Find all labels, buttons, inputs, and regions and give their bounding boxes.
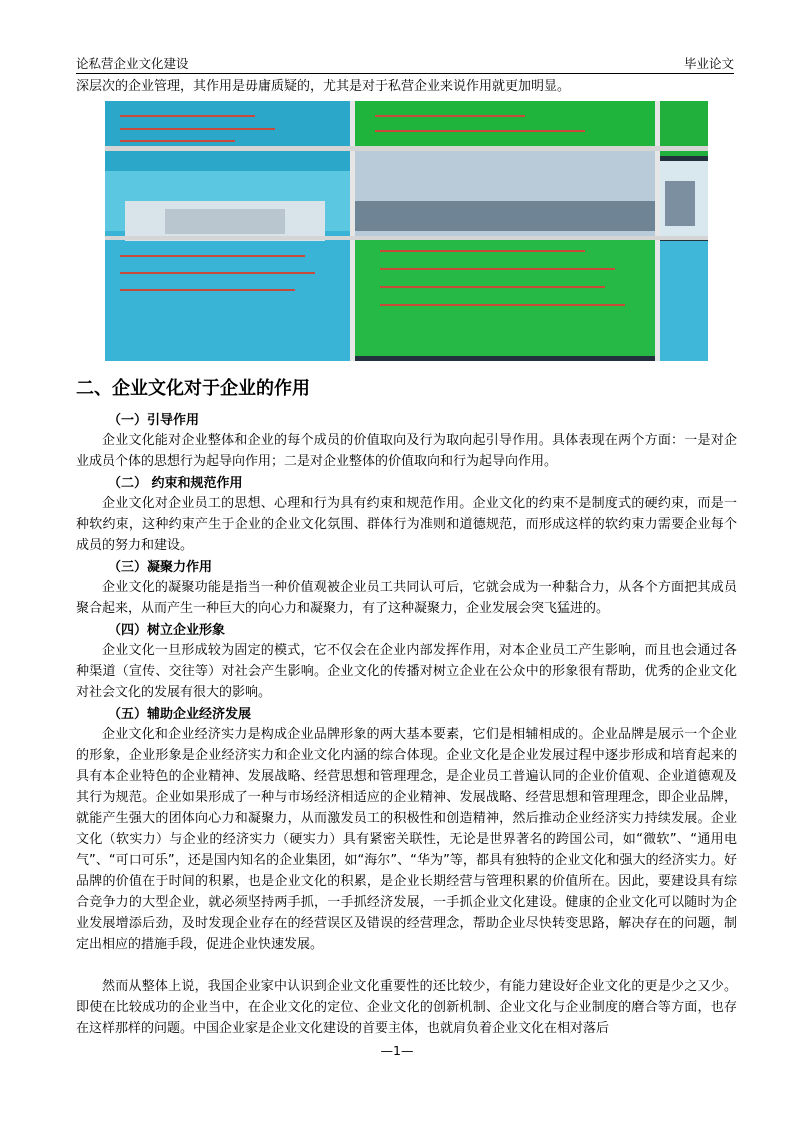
subsection-heading: （二） 约束和规范作用 — [108, 476, 243, 491]
culture-wall-photo — [105, 101, 708, 361]
subsection-paragraph: 企业文化能对企业整体和企业的每个成员的价值取向及行为取向起引导作用。具体表现在两个方面：一是对企业成员个体的思想行为起导向作用；二是对企业整体的价值取向和行为起导向作用。 — [76, 433, 737, 469]
subsection-paragraph: 企业文化一旦形成较为固定的模式，它不仅会在企业内部发挥作用，对本企业员工产生影响，而且也会通过各种渠道（宣传、交往等）对社会产生影响。企业文化的传播对树立企业在公众中的形象很有帮助，优秀的企业文化对社会文化的发展有很大的影响。 — [76, 643, 737, 700]
subsection-heading: （五）辅助企业经济发展 — [108, 707, 252, 722]
intro-paragraph: 深层次的企业管理，其作用是毋庸质疑的，尤其是对于私营企业来说作用就更加明显。 — [76, 79, 571, 94]
subsection-paragraph: 企业文化的凝聚功能是指当一种价值观被企业员工共同认可后，它就会成为一种黏合力，从各个方面把其成员聚合起来，从而产生一种巨大的向心力和凝聚力，有了这种凝聚力，企业发展会突飞猛进的。 — [76, 580, 737, 616]
running-header-title: 论私营企业文化建设 — [76, 56, 189, 71]
subsection-paragraph: 企业文化对企业员工的思想、心理和行为具有约束和规范作用。企业文化的约束不是制度式的硬约束，而是一种软约束，这种约束产生于企业的企业文化氛围、群体行为准则和道德规范，而形成这样的软约束力需要企业每个成员的努力和建设。 — [76, 496, 737, 553]
subsection-heading: （一）引导作用 — [108, 413, 200, 428]
header-divider — [76, 73, 734, 74]
culture-wall-illustration — [105, 101, 708, 361]
section-heading: 二、企业文化对于企业的作用 — [76, 378, 310, 399]
running-header-type: 毕业论文 — [683, 56, 734, 71]
subsection-heading: （三）凝聚力作用 — [108, 560, 213, 575]
subsection-paragraph: 然而从整体上说，我国企业家中认识到企业文化重要性的还比较少，有能力建设好企业文化的更是少之又少。即使在比较成功的企业当中，在企业文化的定位、企业文化的创新机制、企业文化与企业制度的磨合等方面，也存在这样那样的问题。中国企业家是企业文化建设的首要主体，也就肩负着企业文化在相对落后 — [76, 979, 737, 1036]
subsection-heading: （四）树立企业形象 — [108, 623, 226, 638]
subsection-paragraph: 企业文化和企业经济实力是构成企业品牌形象的两大基本要素，它们是相辅相成的。企业品牌是展示一个企业的形象，企业形象是企业经济实力和企业文化内涵的综合体现。企业文化是企业发展过程中逐步形成和培育起来的具有本企业特色的企业精神、发展战略、经营思想和管理理念，是企业员工普遍认同的企业价值观、企业道德观及其行为规范。企业如果形成了一种与市场经济相适应的企业精神、发展战略、经营思想和管理理念，即企业品牌，就能产生强大的团体向心力和凝聚力，从而激发员工的积极性和创造精神，然后推动企业经济实力持续发展。企业文化（软实力）与企业的经济实力（硬实力）具有紧密关联性，无论是世界著名的跨国公司，如“微软”、“通用电气”、“可口可乐”，还是国内知名的企业集团，如“海尔”、“华为”等，都具有独特的企业文化和强大的经济实力。好品牌的价值在于时间的积累，也是企业文化的积累，是企业长期经营与管理积累的价值所在。因此，要建设具有综合竞争力的大型企业，就必须坚持两手抓，一手抓经济发展，一手抓企业文化建设。健康的企业文化可以随时为企业发展增添后劲，及时发现企业存在的经营误区及错误的经营理念，帮助企业尽快转变思路，解决存在的问题，制定出相应的措施手段，促进企业快速发展。 — [76, 727, 737, 952]
page-number: —1— — [380, 1043, 414, 1058]
